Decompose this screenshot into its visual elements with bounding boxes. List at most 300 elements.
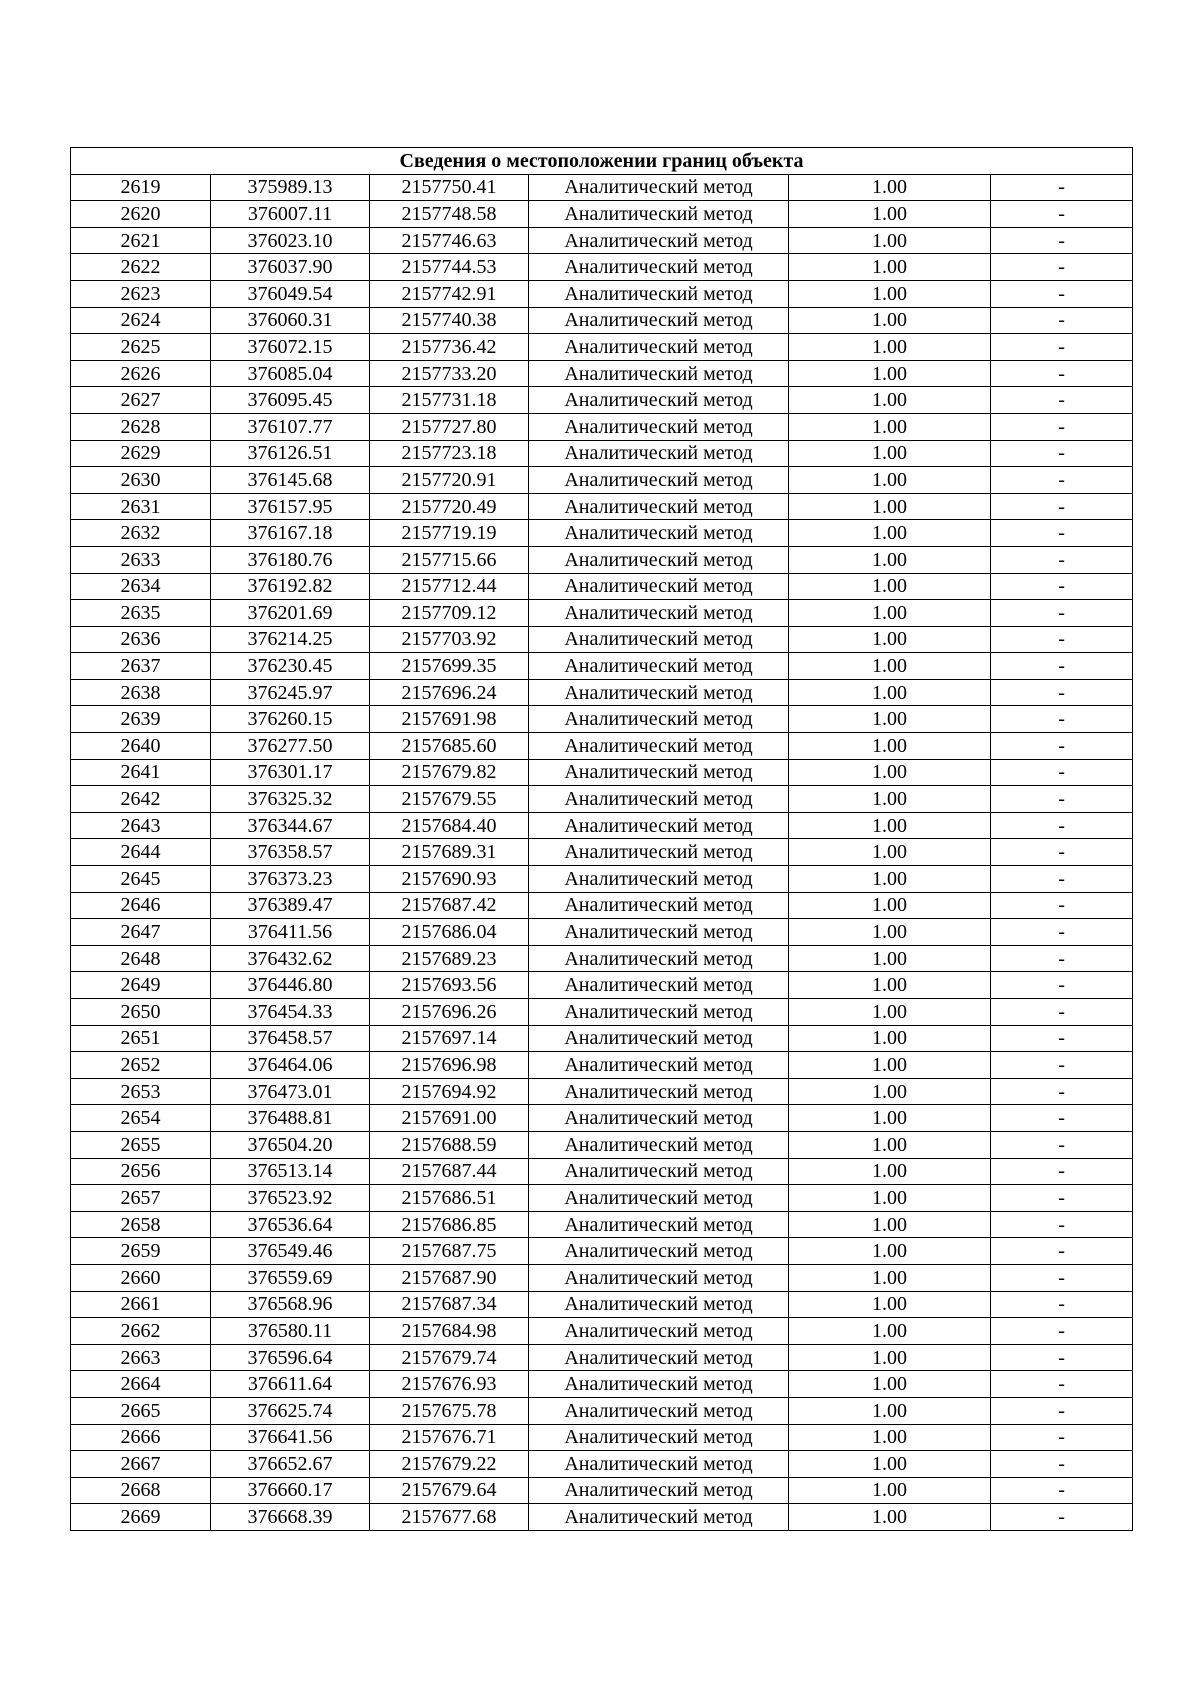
- y-coordinate-cell: 2157684.98: [370, 1318, 529, 1345]
- point-number-cell: 2661: [71, 1291, 211, 1318]
- x-coordinate-cell: 376037.90: [211, 254, 370, 281]
- accuracy-cell: 1.00: [789, 1291, 991, 1318]
- description-cell: -: [991, 413, 1133, 440]
- point-number-cell: 2651: [71, 1025, 211, 1052]
- y-coordinate-cell: 2157740.38: [370, 307, 529, 334]
- method-cell: Аналитический метод: [529, 866, 789, 893]
- point-number-cell: 2658: [71, 1211, 211, 1238]
- description-cell: -: [991, 174, 1133, 201]
- table-row: [71, 1397, 1133, 1424]
- point-number-cell: 2641: [71, 759, 211, 786]
- x-coordinate-cell: 376611.64: [211, 1371, 370, 1398]
- point-number-cell: 2636: [71, 626, 211, 653]
- y-coordinate-cell: 2157723.18: [370, 440, 529, 467]
- description-cell: -: [991, 839, 1133, 866]
- y-coordinate-cell: 2157696.98: [370, 1052, 529, 1079]
- method-cell: Аналитический метод: [529, 1291, 789, 1318]
- accuracy-cell: 1.00: [789, 919, 991, 946]
- description-cell: -: [991, 1211, 1133, 1238]
- point-number-cell: 2643: [71, 812, 211, 839]
- y-coordinate-cell: 2157687.90: [370, 1264, 529, 1291]
- y-coordinate-cell: 2157677.68: [370, 1504, 529, 1531]
- accuracy-cell: 1.00: [789, 1318, 991, 1345]
- y-coordinate-cell: 2157684.40: [370, 812, 529, 839]
- method-cell: Аналитический метод: [529, 653, 789, 680]
- method-cell: Аналитический метод: [529, 1078, 789, 1105]
- point-number-cell: 2646: [71, 892, 211, 919]
- description-cell: -: [991, 1264, 1133, 1291]
- accuracy-cell: 1.00: [789, 307, 991, 334]
- accuracy-cell: 1.00: [789, 759, 991, 786]
- method-cell: Аналитический метод: [529, 254, 789, 281]
- point-number-cell: 2629: [71, 440, 211, 467]
- point-number-cell: 2626: [71, 360, 211, 387]
- accuracy-cell: 1.00: [789, 201, 991, 228]
- table-row: [71, 626, 1133, 653]
- table-title-row: [71, 148, 1133, 175]
- x-coordinate-cell: 376559.69: [211, 1264, 370, 1291]
- accuracy-cell: 1.00: [789, 573, 991, 600]
- description-cell: -: [991, 653, 1133, 680]
- y-coordinate-cell: 2157688.59: [370, 1131, 529, 1158]
- table-row: [71, 1211, 1133, 1238]
- description-cell: -: [991, 254, 1133, 281]
- table-row: [71, 413, 1133, 440]
- x-coordinate-cell: 376641.56: [211, 1424, 370, 1451]
- method-cell: Аналитический метод: [529, 307, 789, 334]
- y-coordinate-cell: 2157736.42: [370, 334, 529, 361]
- table-row: [71, 706, 1133, 733]
- point-number-cell: 2652: [71, 1052, 211, 1079]
- y-coordinate-cell: 2157727.80: [370, 413, 529, 440]
- accuracy-cell: 1.00: [789, 334, 991, 361]
- y-coordinate-cell: 2157689.31: [370, 839, 529, 866]
- x-coordinate-cell: 376513.14: [211, 1158, 370, 1185]
- point-number-cell: 2649: [71, 972, 211, 999]
- point-number-cell: 2624: [71, 307, 211, 334]
- method-cell: Аналитический метод: [529, 467, 789, 494]
- point-number-cell: 2635: [71, 600, 211, 627]
- table-row: [71, 759, 1133, 786]
- accuracy-cell: 1.00: [789, 653, 991, 680]
- point-number-cell: 2650: [71, 999, 211, 1026]
- table-row: [71, 254, 1133, 281]
- y-coordinate-cell: 2157687.42: [370, 892, 529, 919]
- method-cell: Аналитический метод: [529, 1451, 789, 1478]
- accuracy-cell: 1.00: [789, 493, 991, 520]
- method-cell: Аналитический метод: [529, 1158, 789, 1185]
- accuracy-cell: 1.00: [789, 520, 991, 547]
- point-number-cell: 2619: [71, 174, 211, 201]
- accuracy-cell: 1.00: [789, 413, 991, 440]
- y-coordinate-cell: 2157687.44: [370, 1158, 529, 1185]
- description-cell: -: [991, 600, 1133, 627]
- x-coordinate-cell: 376126.51: [211, 440, 370, 467]
- x-coordinate-cell: 376192.82: [211, 573, 370, 600]
- table-row: [71, 1025, 1133, 1052]
- y-coordinate-cell: 2157686.85: [370, 1211, 529, 1238]
- table-row: [71, 520, 1133, 547]
- x-coordinate-cell: 376072.15: [211, 334, 370, 361]
- point-number-cell: 2637: [71, 653, 211, 680]
- description-cell: -: [991, 1344, 1133, 1371]
- accuracy-cell: 1.00: [789, 467, 991, 494]
- method-cell: Аналитический метод: [529, 999, 789, 1026]
- method-cell: Аналитический метод: [529, 1318, 789, 1345]
- x-coordinate-cell: 376167.18: [211, 520, 370, 547]
- point-number-cell: 2642: [71, 786, 211, 813]
- description-cell: -: [991, 1185, 1133, 1212]
- description-cell: -: [991, 812, 1133, 839]
- table-row: [71, 1158, 1133, 1185]
- accuracy-cell: 1.00: [789, 1052, 991, 1079]
- accuracy-cell: 1.00: [789, 733, 991, 760]
- point-number-cell: 2639: [71, 706, 211, 733]
- method-cell: Аналитический метод: [529, 1424, 789, 1451]
- x-coordinate-cell: 376504.20: [211, 1131, 370, 1158]
- accuracy-cell: 1.00: [789, 786, 991, 813]
- method-cell: Аналитический метод: [529, 1238, 789, 1265]
- method-cell: Аналитический метод: [529, 733, 789, 760]
- method-cell: Аналитический метод: [529, 1025, 789, 1052]
- method-cell: Аналитический метод: [529, 1185, 789, 1212]
- x-coordinate-cell: 376107.77: [211, 413, 370, 440]
- x-coordinate-cell: 376157.95: [211, 493, 370, 520]
- y-coordinate-cell: 2157715.66: [370, 546, 529, 573]
- table-row: [71, 1477, 1133, 1504]
- point-number-cell: 2632: [71, 520, 211, 547]
- description-cell: -: [991, 733, 1133, 760]
- method-cell: Аналитический метод: [529, 706, 789, 733]
- accuracy-cell: 1.00: [789, 1344, 991, 1371]
- y-coordinate-cell: 2157748.58: [370, 201, 529, 228]
- y-coordinate-cell: 2157693.56: [370, 972, 529, 999]
- point-number-cell: 2625: [71, 334, 211, 361]
- method-cell: Аналитический метод: [529, 227, 789, 254]
- table-row: [71, 1504, 1133, 1531]
- point-number-cell: 2666: [71, 1424, 211, 1451]
- y-coordinate-cell: 2157719.19: [370, 520, 529, 547]
- description-cell: -: [991, 919, 1133, 946]
- point-number-cell: 2665: [71, 1397, 211, 1424]
- table-row: [71, 280, 1133, 307]
- y-coordinate-cell: 2157703.92: [370, 626, 529, 653]
- table-row: [71, 839, 1133, 866]
- table-row: [71, 1052, 1133, 1079]
- accuracy-cell: 1.00: [789, 1371, 991, 1398]
- description-cell: -: [991, 360, 1133, 387]
- x-coordinate-cell: 376389.47: [211, 892, 370, 919]
- table-row: [71, 1344, 1133, 1371]
- accuracy-cell: 1.00: [789, 440, 991, 467]
- x-coordinate-cell: 376214.25: [211, 626, 370, 653]
- method-cell: Аналитический метод: [529, 1504, 789, 1531]
- table-row: [71, 653, 1133, 680]
- table-row: [71, 1131, 1133, 1158]
- x-coordinate-cell: 376373.23: [211, 866, 370, 893]
- x-coordinate-cell: 376007.11: [211, 201, 370, 228]
- accuracy-cell: 1.00: [789, 679, 991, 706]
- table-row: [71, 1424, 1133, 1451]
- y-coordinate-cell: 2157720.49: [370, 493, 529, 520]
- table-row: [71, 1238, 1133, 1265]
- description-cell: -: [991, 334, 1133, 361]
- accuracy-cell: 1.00: [789, 227, 991, 254]
- accuracy-cell: 1.00: [789, 972, 991, 999]
- x-coordinate-cell: 376085.04: [211, 360, 370, 387]
- description-cell: -: [991, 467, 1133, 494]
- x-coordinate-cell: 376473.01: [211, 1078, 370, 1105]
- method-cell: Аналитический метод: [529, 1052, 789, 1079]
- description-cell: -: [991, 679, 1133, 706]
- description-cell: -: [991, 866, 1133, 893]
- x-coordinate-cell: 376596.64: [211, 1344, 370, 1371]
- description-cell: -: [991, 493, 1133, 520]
- description-cell: -: [991, 786, 1133, 813]
- point-number-cell: 2645: [71, 866, 211, 893]
- table-row: [71, 1264, 1133, 1291]
- description-cell: -: [991, 1424, 1133, 1451]
- accuracy-cell: 1.00: [789, 839, 991, 866]
- table-row: [71, 600, 1133, 627]
- table-row: [71, 999, 1133, 1026]
- point-number-cell: 2659: [71, 1238, 211, 1265]
- y-coordinate-cell: 2157686.04: [370, 919, 529, 946]
- method-cell: Аналитический метод: [529, 1105, 789, 1132]
- accuracy-cell: 1.00: [789, 174, 991, 201]
- table-row: [71, 1105, 1133, 1132]
- point-number-cell: 2660: [71, 1264, 211, 1291]
- description-cell: -: [991, 520, 1133, 547]
- table-row: [71, 1318, 1133, 1345]
- table-body: [71, 174, 1133, 1530]
- method-cell: Аналитический метод: [529, 626, 789, 653]
- table-row: [71, 307, 1133, 334]
- method-cell: Аналитический метод: [529, 1264, 789, 1291]
- y-coordinate-cell: 2157694.92: [370, 1078, 529, 1105]
- x-coordinate-cell: 376260.15: [211, 706, 370, 733]
- description-cell: -: [991, 1158, 1133, 1185]
- accuracy-cell: 1.00: [789, 1185, 991, 1212]
- point-number-cell: 2667: [71, 1451, 211, 1478]
- accuracy-cell: 1.00: [789, 1424, 991, 1451]
- y-coordinate-cell: 2157696.26: [370, 999, 529, 1026]
- x-coordinate-cell: 375989.13: [211, 174, 370, 201]
- x-coordinate-cell: 376668.39: [211, 1504, 370, 1531]
- description-cell: -: [991, 307, 1133, 334]
- accuracy-cell: 1.00: [789, 812, 991, 839]
- accuracy-cell: 1.00: [789, 1477, 991, 1504]
- point-number-cell: 2620: [71, 201, 211, 228]
- method-cell: Аналитический метод: [529, 334, 789, 361]
- description-cell: -: [991, 1025, 1133, 1052]
- x-coordinate-cell: 376568.96: [211, 1291, 370, 1318]
- accuracy-cell: 1.00: [789, 1025, 991, 1052]
- table-row: [71, 1451, 1133, 1478]
- method-cell: Аналитический метод: [529, 600, 789, 627]
- y-coordinate-cell: 2157720.91: [370, 467, 529, 494]
- description-cell: -: [991, 1238, 1133, 1265]
- accuracy-cell: 1.00: [789, 280, 991, 307]
- description-cell: -: [991, 1477, 1133, 1504]
- x-coordinate-cell: 376523.92: [211, 1185, 370, 1212]
- description-cell: -: [991, 546, 1133, 573]
- method-cell: Аналитический метод: [529, 493, 789, 520]
- table-row: [71, 786, 1133, 813]
- y-coordinate-cell: 2157731.18: [370, 387, 529, 414]
- method-cell: Аналитический метод: [529, 201, 789, 228]
- accuracy-cell: 1.00: [789, 1078, 991, 1105]
- table-row: [71, 892, 1133, 919]
- x-coordinate-cell: 376652.67: [211, 1451, 370, 1478]
- method-cell: Аналитический метод: [529, 440, 789, 467]
- y-coordinate-cell: 2157697.14: [370, 1025, 529, 1052]
- accuracy-cell: 1.00: [789, 546, 991, 573]
- description-cell: -: [991, 1291, 1133, 1318]
- description-cell: -: [991, 573, 1133, 600]
- x-coordinate-cell: 376549.46: [211, 1238, 370, 1265]
- table-row: [71, 387, 1133, 414]
- y-coordinate-cell: 2157687.75: [370, 1238, 529, 1265]
- point-number-cell: 2656: [71, 1158, 211, 1185]
- method-cell: Аналитический метод: [529, 174, 789, 201]
- y-coordinate-cell: 2157676.93: [370, 1371, 529, 1398]
- method-cell: Аналитический метод: [529, 759, 789, 786]
- method-cell: Аналитический метод: [529, 1211, 789, 1238]
- accuracy-cell: 1.00: [789, 999, 991, 1026]
- description-cell: -: [991, 1131, 1133, 1158]
- description-cell: -: [991, 972, 1133, 999]
- y-coordinate-cell: 2157675.78: [370, 1397, 529, 1424]
- point-number-cell: 2647: [71, 919, 211, 946]
- table-row: [71, 493, 1133, 520]
- method-cell: Аналитический метод: [529, 786, 789, 813]
- point-number-cell: 2630: [71, 467, 211, 494]
- method-cell: Аналитический метод: [529, 1371, 789, 1398]
- description-cell: -: [991, 1397, 1133, 1424]
- y-coordinate-cell: 2157742.91: [370, 280, 529, 307]
- accuracy-cell: 1.00: [789, 254, 991, 281]
- table-row: [71, 919, 1133, 946]
- accuracy-cell: 1.00: [789, 600, 991, 627]
- y-coordinate-cell: 2157679.82: [370, 759, 529, 786]
- x-coordinate-cell: 376023.10: [211, 227, 370, 254]
- method-cell: Аналитический метод: [529, 280, 789, 307]
- x-coordinate-cell: 376536.64: [211, 1211, 370, 1238]
- table-row: [71, 1371, 1133, 1398]
- x-coordinate-cell: 376145.68: [211, 467, 370, 494]
- x-coordinate-cell: 376325.32: [211, 786, 370, 813]
- accuracy-cell: 1.00: [789, 1105, 991, 1132]
- method-cell: Аналитический метод: [529, 520, 789, 547]
- accuracy-cell: 1.00: [789, 1238, 991, 1265]
- point-number-cell: 2648: [71, 945, 211, 972]
- description-cell: -: [991, 945, 1133, 972]
- table-row: [71, 546, 1133, 573]
- point-number-cell: 2640: [71, 733, 211, 760]
- accuracy-cell: 1.00: [789, 1131, 991, 1158]
- description-cell: -: [991, 201, 1133, 228]
- y-coordinate-cell: 2157691.98: [370, 706, 529, 733]
- y-coordinate-cell: 2157679.64: [370, 1477, 529, 1504]
- method-cell: Аналитический метод: [529, 679, 789, 706]
- accuracy-cell: 1.00: [789, 360, 991, 387]
- x-coordinate-cell: 376411.56: [211, 919, 370, 946]
- table-row: [71, 972, 1133, 999]
- table-row: [71, 174, 1133, 201]
- y-coordinate-cell: 2157733.20: [370, 360, 529, 387]
- description-cell: -: [991, 999, 1133, 1026]
- point-number-cell: 2634: [71, 573, 211, 600]
- point-number-cell: 2627: [71, 387, 211, 414]
- table-row: [71, 360, 1133, 387]
- accuracy-cell: 1.00: [789, 387, 991, 414]
- point-number-cell: 2638: [71, 679, 211, 706]
- point-number-cell: 2668: [71, 1477, 211, 1504]
- table-row: [71, 573, 1133, 600]
- point-number-cell: 2663: [71, 1344, 211, 1371]
- description-cell: -: [991, 280, 1133, 307]
- accuracy-cell: 1.00: [789, 1504, 991, 1531]
- description-cell: -: [991, 706, 1133, 733]
- accuracy-cell: 1.00: [789, 706, 991, 733]
- accuracy-cell: 1.00: [789, 1158, 991, 1185]
- description-cell: -: [991, 1371, 1133, 1398]
- x-coordinate-cell: 376344.67: [211, 812, 370, 839]
- table-row: [71, 866, 1133, 893]
- table-row: [71, 679, 1133, 706]
- point-number-cell: 2622: [71, 254, 211, 281]
- method-cell: Аналитический метод: [529, 1131, 789, 1158]
- y-coordinate-cell: 2157685.60: [370, 733, 529, 760]
- y-coordinate-cell: 2157709.12: [370, 600, 529, 627]
- y-coordinate-cell: 2157712.44: [370, 573, 529, 600]
- x-coordinate-cell: 376095.45: [211, 387, 370, 414]
- table-row: [71, 1291, 1133, 1318]
- x-coordinate-cell: 376432.62: [211, 945, 370, 972]
- accuracy-cell: 1.00: [789, 892, 991, 919]
- description-cell: -: [991, 626, 1133, 653]
- accuracy-cell: 1.00: [789, 1451, 991, 1478]
- method-cell: Аналитический метод: [529, 839, 789, 866]
- method-cell: Аналитический метод: [529, 1477, 789, 1504]
- point-number-cell: 2644: [71, 839, 211, 866]
- table-row: [71, 467, 1133, 494]
- point-number-cell: 2633: [71, 546, 211, 573]
- y-coordinate-cell: 2157676.71: [370, 1424, 529, 1451]
- method-cell: Аналитический метод: [529, 972, 789, 999]
- y-coordinate-cell: 2157699.35: [370, 653, 529, 680]
- x-coordinate-cell: 376660.17: [211, 1477, 370, 1504]
- table-row: [71, 945, 1133, 972]
- method-cell: Аналитический метод: [529, 1344, 789, 1371]
- table-row: [71, 812, 1133, 839]
- point-number-cell: 2664: [71, 1371, 211, 1398]
- description-cell: -: [991, 227, 1133, 254]
- table-row: [71, 1185, 1133, 1212]
- method-cell: Аналитический метод: [529, 1397, 789, 1424]
- point-number-cell: 2655: [71, 1131, 211, 1158]
- y-coordinate-cell: 2157679.55: [370, 786, 529, 813]
- y-coordinate-cell: 2157689.23: [370, 945, 529, 972]
- description-cell: -: [991, 1451, 1133, 1478]
- point-number-cell: 2657: [71, 1185, 211, 1212]
- y-coordinate-cell: 2157691.00: [370, 1105, 529, 1132]
- point-number-cell: 2669: [71, 1504, 211, 1531]
- boundary-coordinates-table: [70, 147, 1133, 1531]
- x-coordinate-cell: 376358.57: [211, 839, 370, 866]
- table-row: [71, 227, 1133, 254]
